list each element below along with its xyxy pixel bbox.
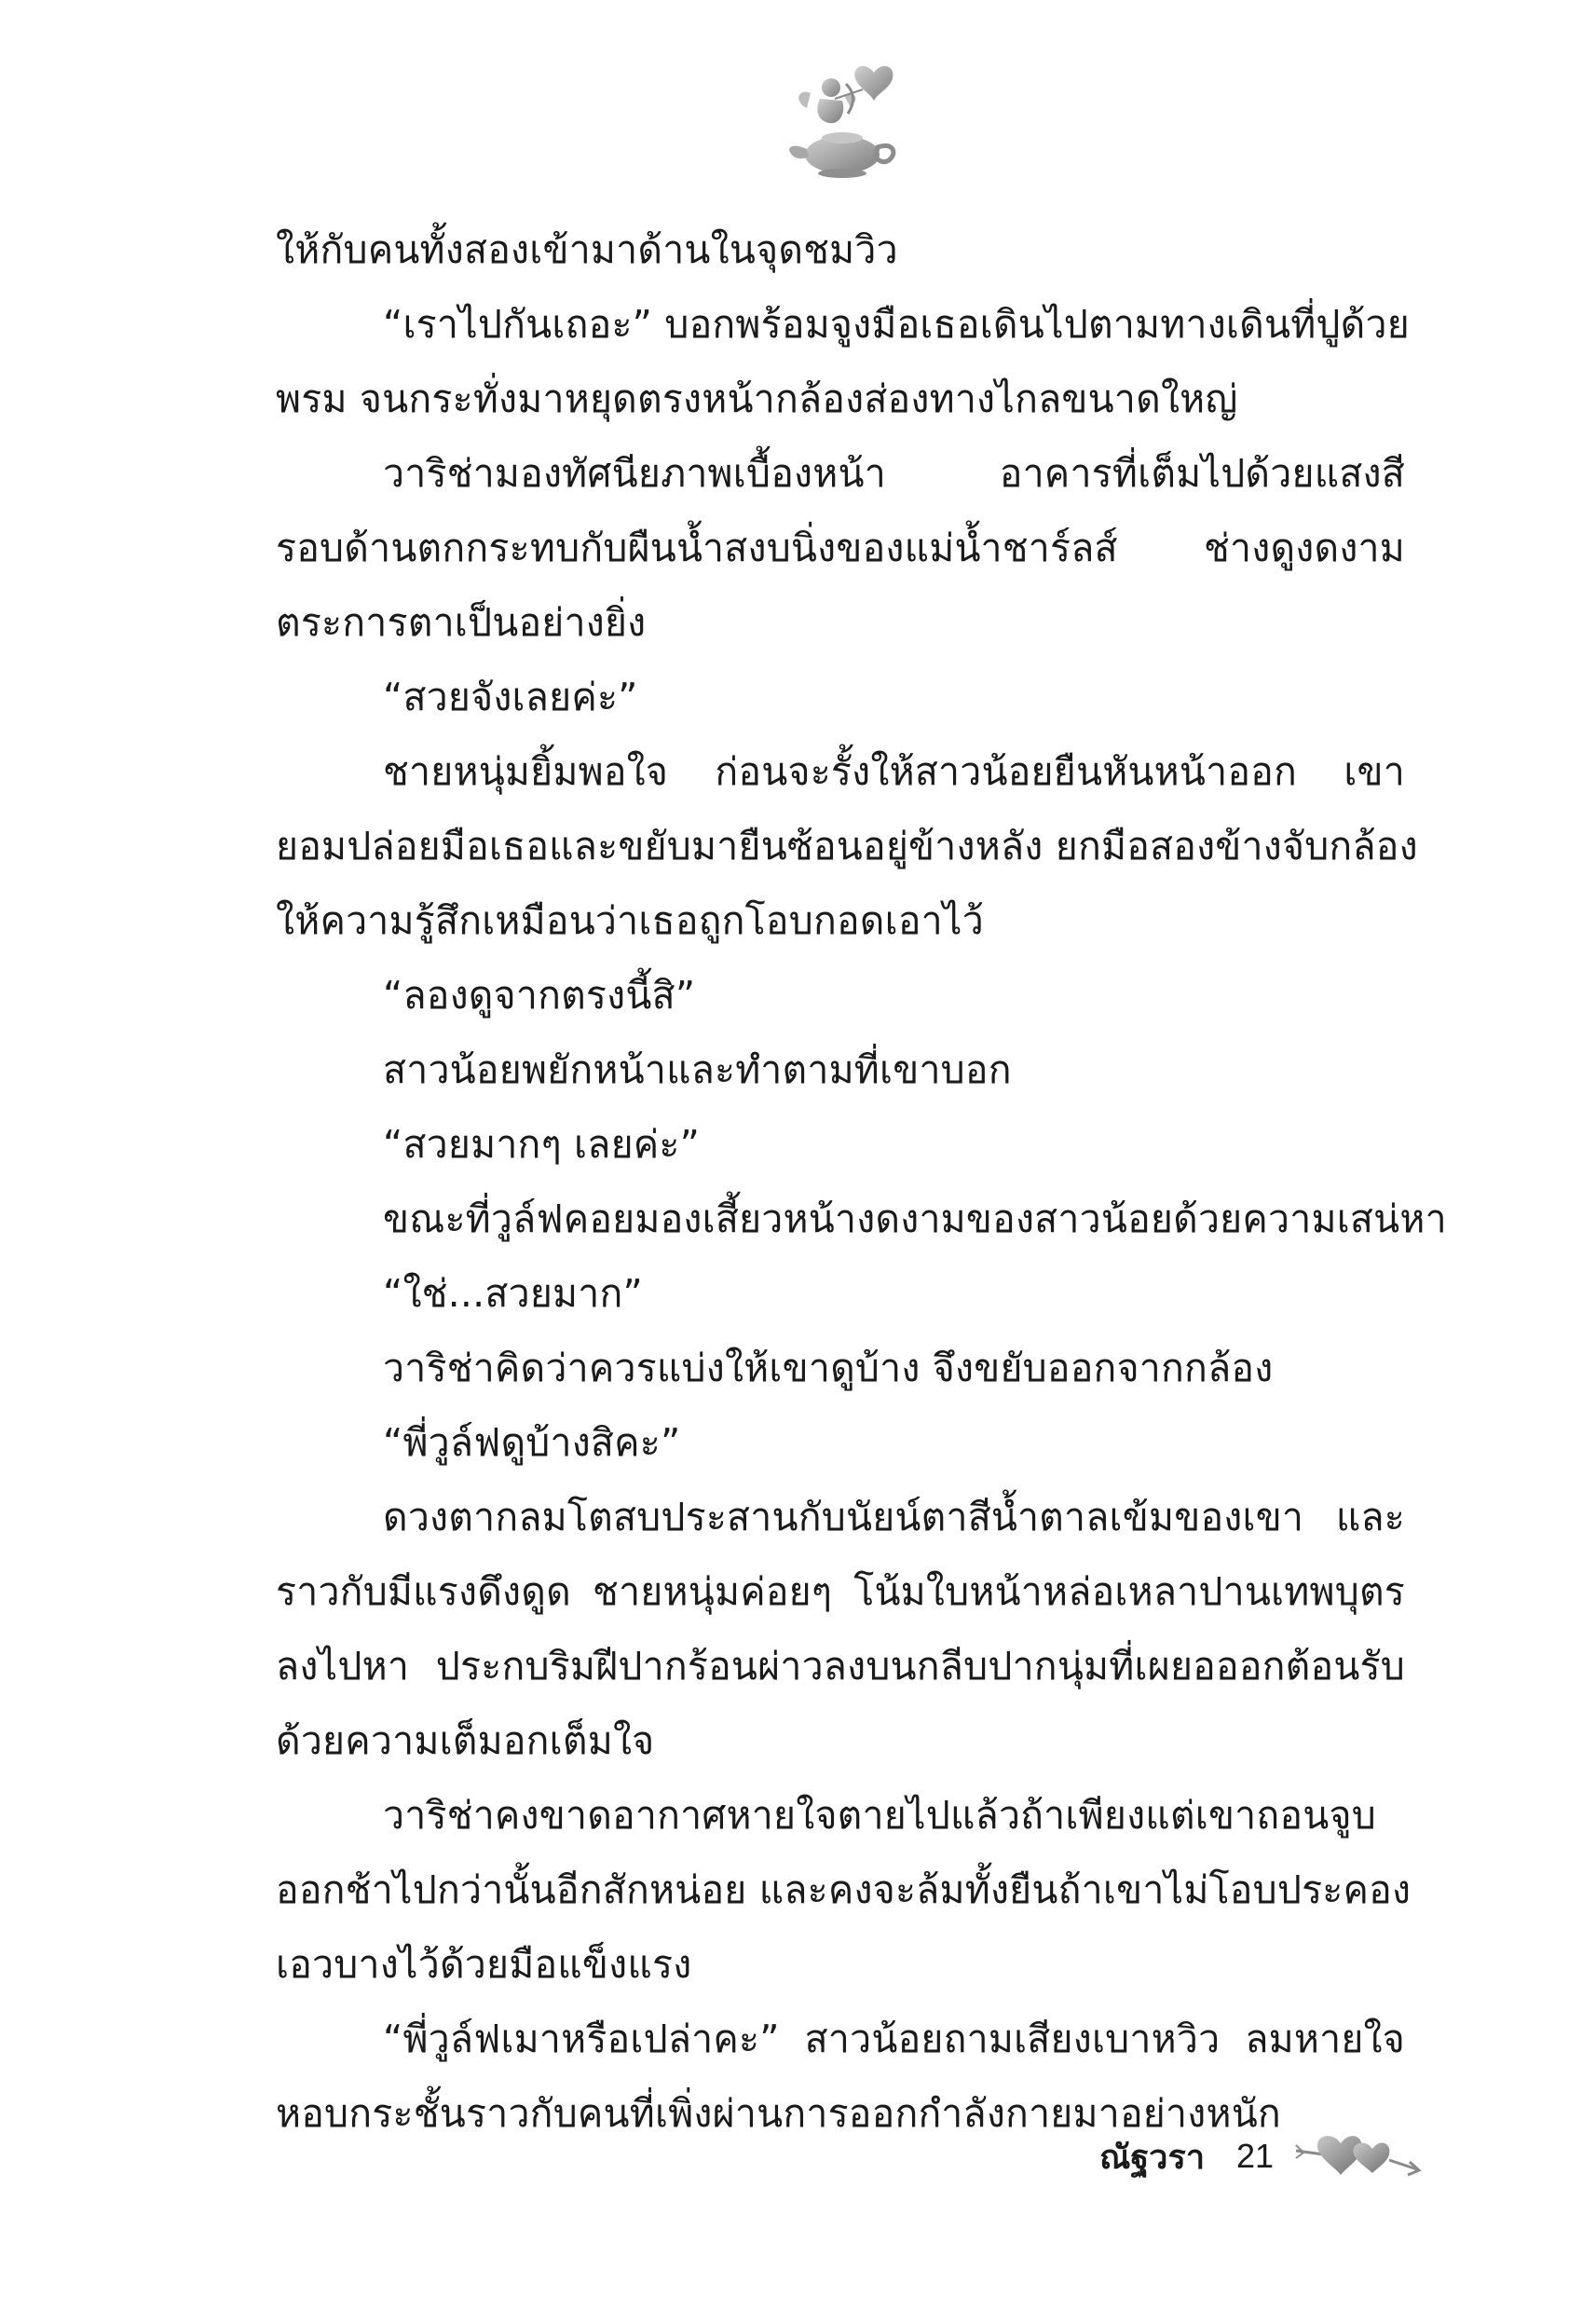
page-number: 21 <box>1236 2137 1275 2175</box>
text-line: รอบด้านตกกระทบกับผืนน้ำสงบนิ่งของแม่น้ำชาร์ลส์ ช่างดูงดงาม <box>276 526 1405 570</box>
text-line: ยอมปล่อยมือเธอและขยับมายืนซ้อนอยู่ข้างหลัง ยกมือสองข้างจับกล้อง <box>276 824 1418 868</box>
text-line: ราวกับมีแรงดึงดูด ชายหนุ่มค่อยๆ โน้มใบหน้าหล่อเหลาปานเทพบุตร <box>276 1569 1405 1614</box>
text-line: เอวบางไว้ด้วยมือแข็งแรง <box>276 1942 692 1987</box>
text-line: สาวน้อยพยักหน้าและทำตามที่เขาบอก <box>383 1047 1012 1092</box>
text-line: “พี่วูล์ฟดูบ้างสิคะ” <box>383 1420 681 1465</box>
hearts-arrow-icon <box>1292 2128 1423 2184</box>
text-line: วาริช่าคงขาดอากาศหายใจตายไปแล้วถ้าเพียงแต่เขาถอนจูบ <box>383 1793 1376 1838</box>
text-line: “พี่วูล์ฟเมาหรือเปล่าคะ” สาวน้อยถามเสียงเบาหวิว ลมหายใจ <box>383 2017 1405 2061</box>
text-line: “สวยจังเลยค่ะ” <box>383 675 638 719</box>
text-line: “สวยมากๆ เลยค่ะ” <box>383 1122 701 1167</box>
text-line: ด้วยความเต็มอกเต็มใจ <box>276 1718 655 1763</box>
author-name: ณัฐวรา <box>1099 2138 1206 2177</box>
text-line: “ลองดูจากตรงนี้สิ” <box>383 973 696 1018</box>
text-line: ขณะที่วูล์ฟคอยมองเสี้ยวหน้างดงามของสาวน้อยด้วยความเสน่หา <box>383 1197 1447 1241</box>
body-text <box>276 212 1447 2151</box>
text-line: ตระการตาเป็นอย่างยิ่ง <box>276 600 647 645</box>
text-line: วาริช่าคิดว่าควรแบ่งให้เขาดูบ้าง จึงขยับออกจากกล้อง <box>383 1346 1274 1390</box>
page-footer <box>1099 2128 1423 2184</box>
text-line: ลงไปหา ประกบริมฝีปากร้อนผ่าวลงบนกลีบปากนุ่มที่เผยอออกต้อนรับ <box>276 1644 1405 1689</box>
text-line: หอบกระชั้นราวกับคนที่เพิ่งผ่านการออกกำลังกายมาอย่างหนัก <box>276 2091 1281 2136</box>
text-line: พรม จนกระทั่งมาหยุดตรงหน้ากล้องส่องทางไกลขนาดใหญ่ <box>276 376 1238 421</box>
text-line: “ใช่...สวยมาก” <box>383 1271 643 1316</box>
cupid-teapot-heart-icon <box>770 56 909 186</box>
text-line: ให้ความรู้สึกเหมือนว่าเธอถูกโอบกอดเอาไว้ <box>276 898 984 943</box>
text-line: “เราไปกันเถอะ” บอกพร้อมจูงมือเธอเดินไปตามทางเดินที่ปูด้วย <box>383 302 1410 347</box>
text-line: ให้กับคนทั้งสองเข้ามาด้านในจุดชมวิว <box>276 227 898 272</box>
text-line: ออกช้าไปกว่านั้นอีกสักหน่อย และคงจะล้มทั้งยืนถ้าเขาไม่โอบประคอง <box>276 1867 1412 1912</box>
text-line: ชายหนุ่มยิ้มพอใจ ก่อนจะรั้งให้สาวน้อยยืนหันหน้าออก เขา <box>383 749 1405 794</box>
text-line: วาริช่ามองทัศนียภาพเบื้องหน้า อาคารที่เต็มไปด้วยแสงสี <box>383 451 1405 496</box>
text-line: ดวงตากลมโตสบประสานกับนัยน์ตาสีน้ำตาลเข้มของเขา และ <box>383 1495 1405 1539</box>
